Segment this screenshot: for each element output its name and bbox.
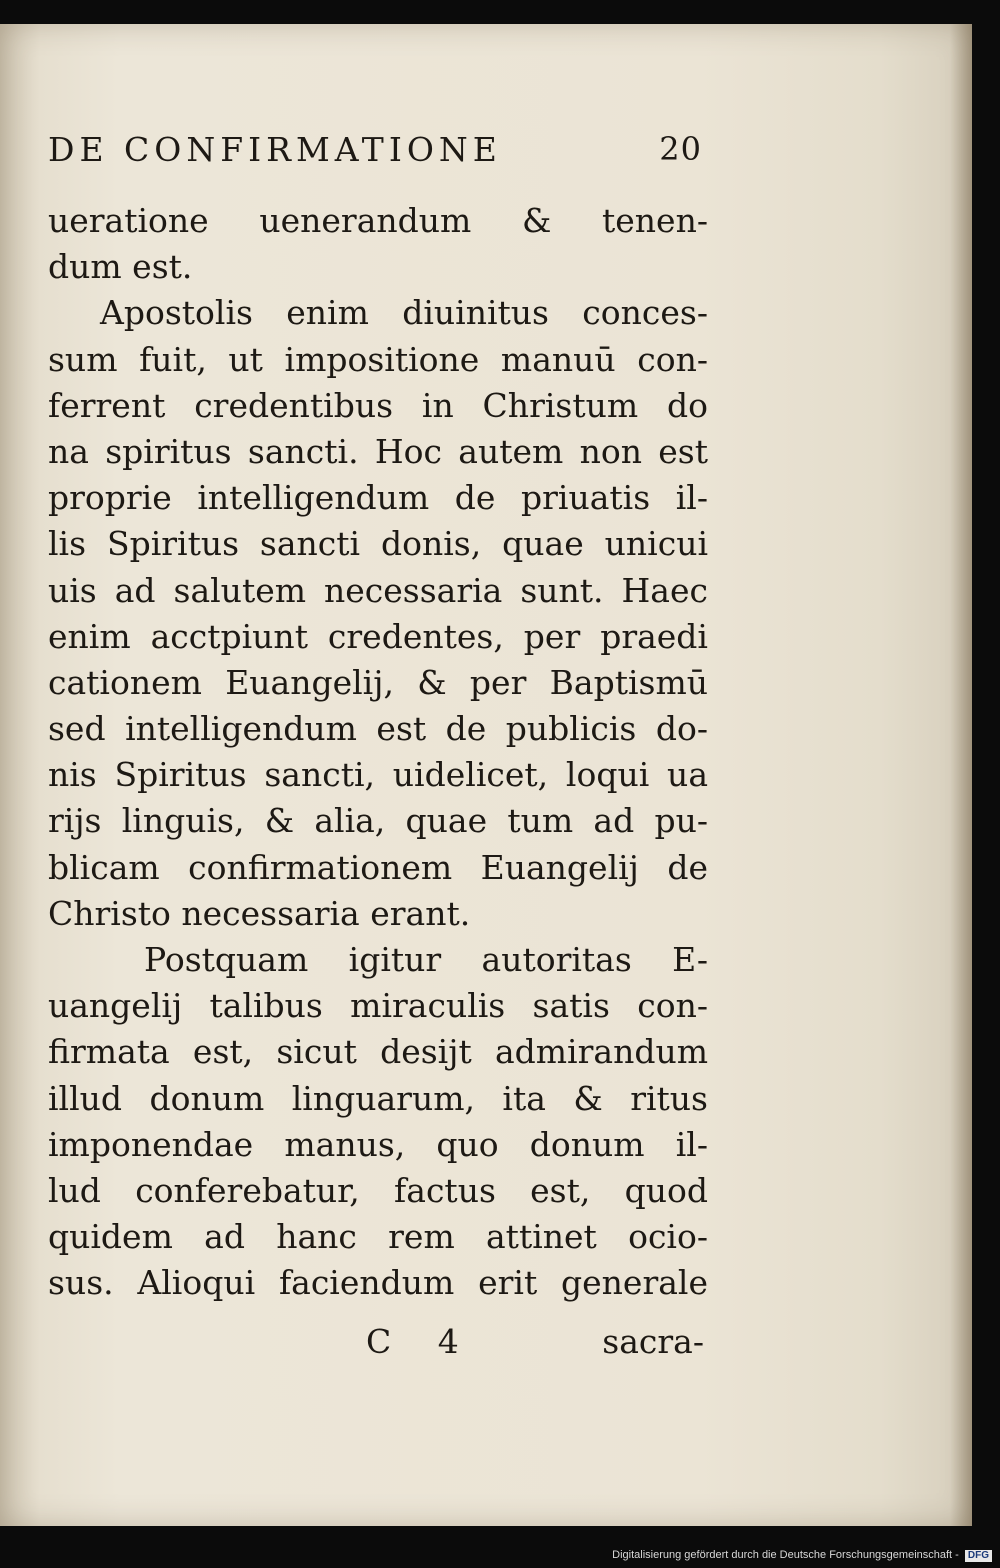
text-line: Apostolis enim diuinitus conces-	[100, 293, 708, 333]
text-line: uangelij talibus miraculis satis con-	[48, 986, 708, 1026]
text-line: sed intelligendum est de publicis do-	[48, 709, 708, 749]
body-text	[48, 198, 708, 1307]
running-head	[48, 130, 708, 180]
text-line: sus. Alioqui faciendum erit generale	[48, 1263, 708, 1303]
text-line: Christo necessaria erant.	[48, 893, 471, 933]
credit-text: Digitalisierung gefördert durch die Deutsche Forschungsgemeinschaft -	[612, 1549, 959, 1561]
page-fold-shadow	[950, 24, 972, 1526]
dfg-logo: DFG	[965, 1550, 992, 1562]
text-line: ueratione uenerandum & tenen-	[48, 201, 708, 240]
text-line: Postquam igitur autoritas E-	[144, 940, 708, 979]
text-line: proprie intelligendum de priuatis il-	[48, 478, 708, 518]
text-line: rijs linguis, & alia, quae tum ad pu-	[48, 801, 708, 841]
catchword: sacra-	[602, 1322, 704, 1361]
running-head-title: DE CONFIRMATIONE	[48, 130, 502, 169]
signature-mark: C 4	[366, 1322, 477, 1361]
signature-line	[48, 1322, 708, 1368]
text-line: enim acctpiunt credentes, per praedi	[48, 616, 708, 656]
text-line: dum est.	[48, 247, 193, 287]
text-line: uis ad salutem necessaria sunt. Haec	[48, 570, 708, 610]
text-line: illud donum linguarum, ita & ritus	[48, 1078, 708, 1118]
digitization-credit	[612, 1549, 992, 1562]
text-line: blicam confirmationem Euangelij de	[48, 847, 708, 887]
text-line: nis Spiritus sancti, uidelicet, loqui ua	[48, 755, 708, 795]
text-line: sum fuit, ut impositione manuū con-	[48, 339, 708, 379]
folio-number: 20	[659, 130, 702, 168]
text-line: imponendae manus, quo donum il-	[48, 1124, 708, 1164]
text-line: firmata est, sicut desijt admirandum	[48, 1032, 708, 1072]
text-line: cationem Euangelij, & per Baptismū	[48, 662, 708, 702]
text-line: lud conferebatur, factus est, quod	[48, 1170, 708, 1210]
text-line: na spiritus sancti. Hoc autem non est	[48, 431, 708, 471]
text-line: quidem ad hanc rem attinet ocio-	[48, 1217, 708, 1257]
text-line: lis Spiritus sancti donis, quae unicui	[48, 524, 708, 564]
text-line: ferrent credentibus in Christum do	[48, 385, 708, 425]
